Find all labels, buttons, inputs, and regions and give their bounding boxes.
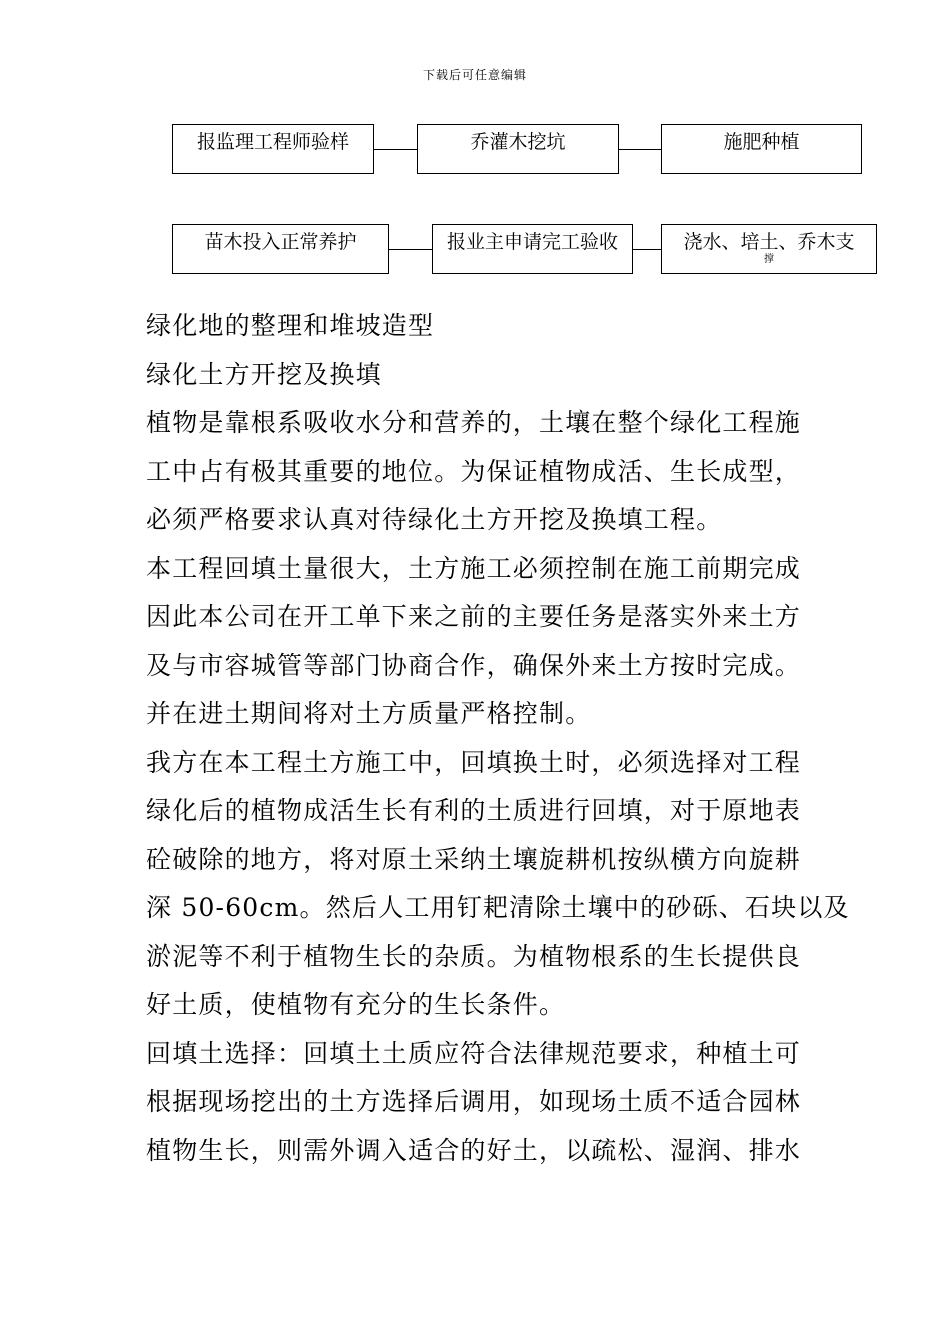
- text-line: 因此本公司在开工单下来之前的主要任务是落实外来土方: [146, 602, 802, 631]
- flow-step-maintenance: [172, 224, 389, 274]
- text-line: 绿化后的植物成活生长有利的土质进行回填，对于原地表: [146, 796, 802, 825]
- text-line: 我方在本工程土方施工中，回填换土时，必须选择对工程: [146, 747, 802, 777]
- text-line: 及与市容城管等部门协商合作，确保外来土方按时完成。: [146, 650, 802, 680]
- flow-connector: [633, 249, 661, 250]
- flow-step-dig-pits: [417, 124, 619, 174]
- flow-connector: [619, 149, 661, 150]
- text-line: 植物生长，则需外调入适合的好土，以疏松、湿润、排水: [146, 1135, 802, 1165]
- flow-step-completion-acceptance: [432, 224, 633, 274]
- section-heading: 绿化地的整理和堆坡造型: [146, 311, 435, 340]
- text-line: 本工程回填土量很大，土方施工必须控制在施工前期完成: [146, 553, 802, 583]
- flow-step-fertilize-plant: [661, 124, 862, 174]
- text-line: 好土质，使植物有充分的生长条件。: [146, 990, 566, 1019]
- text-line: 并在进土期间将对土方质量严格控制。: [146, 699, 592, 728]
- flow-step-label: 施肥种植: [723, 131, 800, 153]
- flow-step-label: 报监理工程师验样: [196, 131, 349, 153]
- section-heading: 绿化土方开挖及换填: [146, 359, 382, 389]
- text-line: 工中占有极其重要的地位。为保证植物成活、生长成型，: [146, 456, 802, 486]
- flow-connector: [374, 149, 417, 150]
- flow-connector: [389, 249, 432, 250]
- text-line: 植物是靠根系吸收水分和营养的，土壤在整个绿化工程施: [146, 408, 802, 437]
- text-line: 砼破除的地方，将对原土采纳土壤旋耕机按纵横方向旋耕: [146, 844, 802, 874]
- text-line: 回填土选择：回填土土质应符合法律规范要求，种植土可: [146, 1038, 802, 1068]
- flow-step-label: 乔灌木挖坑: [470, 131, 566, 153]
- text-line: 淤泥等不利于植物生长的杂质。为植物根系的生长提供良: [146, 941, 802, 971]
- flow-step-label: 浇水、培土、乔木支: [683, 231, 855, 253]
- flow-step-water-support: [661, 224, 877, 274]
- body-text: [146, 302, 850, 1175]
- flow-step-inspect-samples: [172, 124, 374, 174]
- text-line: 必须严格要求认真对待绿化土方开挖及换填工程。: [146, 505, 723, 534]
- page-header: 下载后可任意编辑: [422, 68, 527, 82]
- flow-step-label: 苗木投入正常养护: [204, 231, 357, 253]
- flow-step-label-overflow: 撑: [764, 253, 774, 265]
- text-line: 根据现场挖出的土方选择后调用，如现场土质不适合园林: [146, 1087, 802, 1116]
- text-line: 深 50-60cm。然后人工用钉耙清除土壤中的砂砾、石块以及: [146, 893, 850, 922]
- flow-step-label: 报业主申请完工验收: [446, 231, 618, 253]
